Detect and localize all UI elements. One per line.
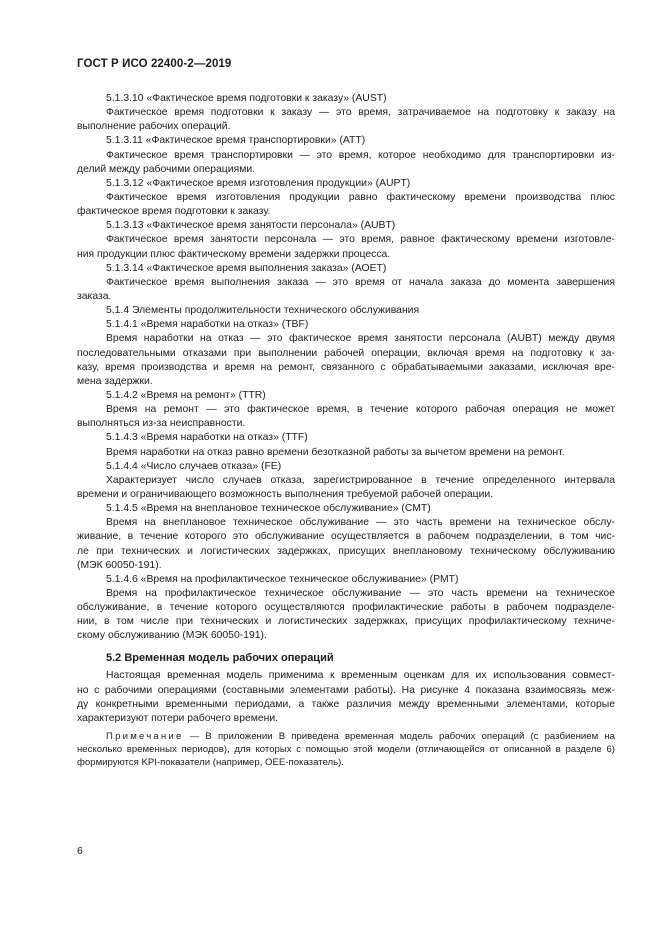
note-block xyxy=(77,730,615,770)
text-line: Фактическое время выполнения заказа — это время от начала заказа до момента завершения xyxy=(106,276,615,288)
text-line: Фактическое время изготовления продукции равно фактическому времени производства плюс xyxy=(106,191,615,203)
text-line: 5.1.4.4 «Число случаев отказа» (FE) xyxy=(106,460,282,472)
text-line: обслуживание, в течение которого осуществляются профилактические работы в рабочем подразделе- xyxy=(77,602,615,614)
note-first-line xyxy=(77,730,615,743)
definitions-list xyxy=(77,92,615,643)
document-header: ГОСТ Р ИСО 22400-2—2019 xyxy=(77,58,232,70)
text-line: казу, время производства и время на ремонт, связанного с обрабатываемыми заказами, исключая вре- xyxy=(77,361,615,373)
section-heading: 5.2 Временная модель рабочих операций xyxy=(106,652,334,665)
text-line: Характеризует число случаев отказа, зарегистрированное в течение определенного интервала xyxy=(106,474,615,486)
text-line: выполнение рабочих операций. xyxy=(77,121,231,133)
text-line: ле при технических и логистических задержках, присущих внеплановому техническому обслуживанию xyxy=(77,545,615,557)
text-line: 5.1.4 Элементы продолжительности технического обслуживания xyxy=(106,305,420,317)
note-rest xyxy=(77,743,615,769)
text-line: 5.1.3.11 «Фактическое время транспортировки» (АТТ) xyxy=(106,135,366,147)
note-line: формируются KPI-показатели (например, OEE-показатель). xyxy=(77,757,344,769)
text-line: ду конкретными временными периодами, а также различия между временными элементами, которые xyxy=(77,698,615,710)
text-line: характеризуют потери рабочего времени. xyxy=(77,712,279,724)
text-line: 5.1.4.1 «Время наработки на отказ» (TBF) xyxy=(106,319,309,331)
text-line: мена задержки. xyxy=(77,375,153,387)
text-line: 5.1.3.14 «Фактическое время выполнения заказа» (АОЕТ) xyxy=(106,262,387,274)
text-line: но с рабочими операциями (составными элементами работы). На рисунке 4 показана взаимосвязь меж- xyxy=(77,684,615,696)
document-body xyxy=(77,92,615,770)
text-line: Время на ремонт — это фактическое время, в течение которого рабочая операция не может xyxy=(106,404,615,416)
text-line: фактическое время подготовки к заказу. xyxy=(77,206,271,218)
text-line: Время на внеплановое техническое обслуживание — это часть времени на техническое обслу- xyxy=(106,517,615,529)
text-line: 5.1.3.12 «Фактическое время изготовления продукции» (AUPT) xyxy=(106,177,411,189)
text-line: Время наработки на отказ равно времени безотказной работы за вычетом времени на ремонт. xyxy=(106,446,565,458)
text-line: 5.1.3.13 «Фактическое время занятости персонала» (AUBT) xyxy=(106,220,396,232)
note-line: несколько временных периодов), для которых с помощью этой модели (отличающейся от описанной в разделе 6) xyxy=(77,744,615,756)
note-first-text: — В приложении В приведена временная модель рабочих операций (с разбиением на xyxy=(189,731,615,743)
text-line: последовательными отказами при выполнении рабочей операции, включая время на подготовку к за- xyxy=(77,347,615,359)
text-line: 5.1.3.10 «Фактическое время подготовки к заказу» (AUST) xyxy=(106,93,387,104)
text-line: Фактическое время подготовки к заказу — это время, затрачиваемое на подготовку к заказу на xyxy=(106,107,615,119)
text-line: 5.1.4.2 «Время на ремонт» (TTR) xyxy=(106,389,266,401)
text-line: времени и ограничивающего возможность выполнения требуемой рабочей операции. xyxy=(77,488,494,500)
page-number: 6 xyxy=(77,845,83,857)
text-line: делий между рабочими операциями. xyxy=(77,163,256,175)
text-line: Время наработки на отказ — это фактическое время занятости персонала (AUBT) между двумя xyxy=(106,333,615,345)
text-line: ния продукции плюс фактическому времени задержки процесса. xyxy=(77,248,391,260)
text-line: 5.1.4.6 «Время на профилактическое техническое обслуживание» (PMT) xyxy=(106,573,459,585)
text-line: Фактическое время транспортировки — это время, которое необходимо для транспортировки из- xyxy=(106,149,615,161)
text-line: (МЭК 60050-191). xyxy=(77,559,162,571)
text-line: 5.1.4.5 «Время на внеплановое техническое обслуживание» (СМТ) xyxy=(106,503,431,515)
text-line: скому обслуживанию (МЭК 60050-191). xyxy=(77,630,267,642)
note-label: Примечание xyxy=(106,731,184,743)
text-line: живание, в течение которого это обслуживание осуществляется в рабочем подразделении, в том чис- xyxy=(77,531,615,543)
text-line: нии, в том числе при технических и логистических задержках, присущих профилактическому техниче- xyxy=(77,616,615,628)
text-line: выполняться из-за неисправности. xyxy=(77,418,246,430)
text-line: 5.1.4.3 «Время наработки на отказ» (TTF) xyxy=(106,432,308,444)
text-line: Настоящая временная модель применима к временным оценкам для их использования совмест- xyxy=(106,670,615,682)
text-line: заказа. xyxy=(77,290,112,302)
section-paragraph xyxy=(77,669,615,726)
text-line: Фактическое время занятости персонала — это время, равное фактическому времени изготовле- xyxy=(106,234,615,246)
text-line: Время на профилактическое техническое обслуживание — это часть времени на техническое xyxy=(106,587,615,599)
